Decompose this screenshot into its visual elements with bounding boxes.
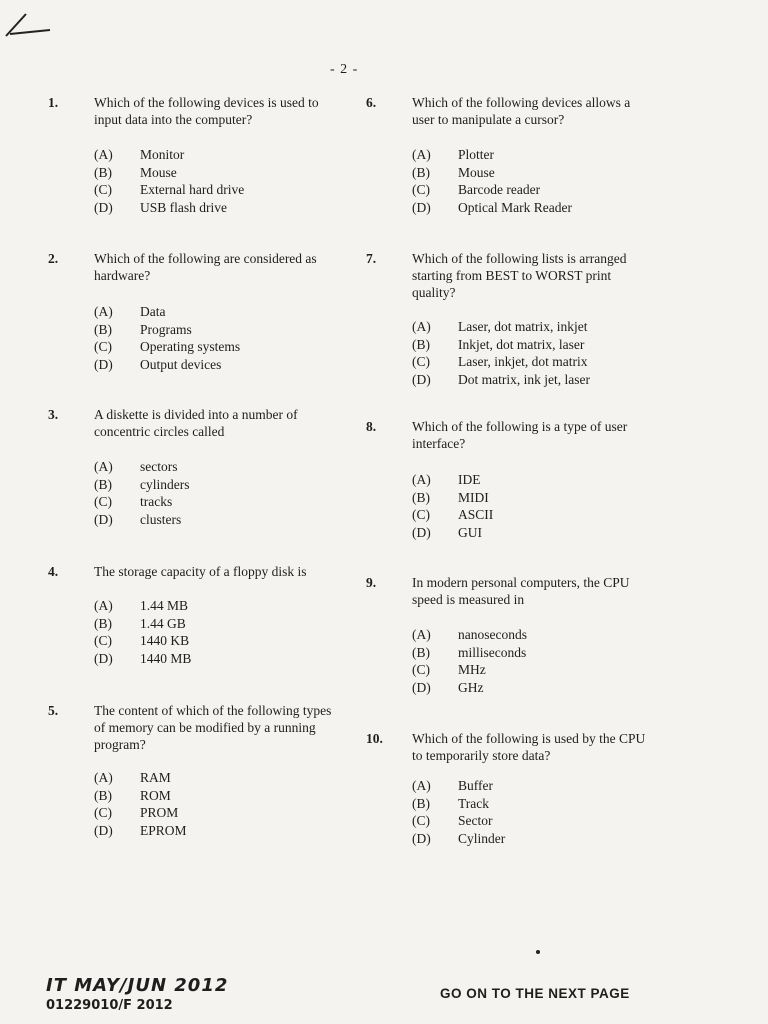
- option-letter: (A): [94, 147, 113, 162]
- question-text: [94, 94, 319, 128]
- option-letter: (D): [94, 822, 113, 838]
- answer-option: [412, 812, 493, 829]
- option-letter: (A): [412, 319, 431, 334]
- answer-option: [94, 511, 181, 528]
- option-letter: (C): [94, 494, 112, 509]
- option-letter: (C): [94, 805, 112, 820]
- answer-option: [412, 626, 527, 643]
- question-number: 2.: [48, 251, 59, 266]
- option-letter: (A): [94, 459, 113, 474]
- option-text: Track: [458, 795, 490, 811]
- answer-option: [94, 632, 189, 649]
- answer-option: [412, 181, 540, 198]
- option-text: Operating systems: [140, 339, 241, 354]
- question-text-line: hardware?: [94, 268, 151, 283]
- option-text: 1.44 GB: [140, 615, 186, 631]
- option-text: GUI: [458, 524, 482, 540]
- option-letter: (C): [412, 813, 430, 828]
- question-text-line: A diskette is divided into a number of: [94, 407, 298, 422]
- question-number: 8.: [366, 419, 377, 434]
- answer-option: [94, 650, 191, 667]
- option-letter: (C): [94, 339, 112, 354]
- question-text-line: Which of the following are considered as: [94, 251, 317, 266]
- question-text-line: Which of the following is used by the CPU: [412, 731, 646, 746]
- answer-option: [94, 769, 171, 786]
- question-text-line: to temporarily store data?: [412, 748, 551, 763]
- question-text-line: program?: [94, 737, 146, 752]
- answer-option: [94, 822, 187, 839]
- option-text: clusters: [140, 511, 182, 527]
- option-text: USB flash drive: [140, 199, 227, 215]
- option-letter: (C): [412, 354, 430, 369]
- answer-option: [412, 777, 493, 794]
- option-letter: (D): [94, 199, 113, 215]
- answer-option: [412, 524, 482, 541]
- exam-session: IT MAY/JUN 2012: [46, 975, 229, 996]
- option-text: External hard drive: [140, 182, 245, 197]
- option-letter: (D): [412, 199, 431, 215]
- option-letter: (B): [412, 336, 430, 352]
- option-text: Mouse: [140, 164, 177, 180]
- option-text: sectors: [140, 459, 178, 474]
- pen-mark-icon: [4, 8, 52, 40]
- option-text: IDE: [458, 472, 481, 487]
- answer-option: [94, 597, 188, 614]
- question-text: [412, 418, 627, 452]
- question-number: 5.: [48, 703, 59, 718]
- option-text: Barcode reader: [458, 182, 541, 197]
- question-text: [94, 250, 317, 284]
- option-letter: (C): [412, 662, 430, 677]
- option-text: Output devices: [140, 356, 222, 372]
- option-text: Mouse: [458, 164, 495, 180]
- option-letter: (D): [412, 830, 431, 846]
- option-text: Monitor: [140, 147, 185, 162]
- question-text-line: user to manipulate a cursor?: [412, 112, 565, 127]
- option-letter: (D): [94, 650, 113, 666]
- option-text: ROM: [140, 787, 171, 803]
- option-letter: (A): [412, 472, 431, 487]
- question-number: 9.: [366, 575, 377, 590]
- option-text: Laser, dot matrix, inkjet: [458, 319, 588, 334]
- question-text-line: input data into the computer?: [94, 112, 253, 127]
- answer-option: [94, 615, 186, 632]
- option-letter: (A): [412, 778, 431, 793]
- question-text-line: The storage capacity of a floppy disk is: [94, 564, 307, 579]
- page-number: - 2 -: [330, 62, 359, 77]
- option-letter: (B): [94, 615, 112, 631]
- answer-option: [94, 356, 221, 373]
- answer-option: [94, 787, 171, 804]
- speck: [536, 950, 540, 954]
- option-letter: (A): [94, 770, 113, 785]
- option-text: cylinders: [140, 476, 190, 492]
- option-text: 1440 MB: [140, 650, 192, 666]
- option-letter: (D): [412, 679, 431, 695]
- question-number: 10.: [366, 731, 383, 746]
- question-text-line: In modern personal computers, the CPU: [412, 575, 630, 590]
- answer-option: [412, 199, 572, 216]
- answer-option: [94, 146, 184, 163]
- option-text: milliseconds: [458, 644, 527, 660]
- answer-option: [94, 181, 244, 198]
- answer-option: [94, 458, 178, 475]
- question-text-line: starting from BEST to WORST print: [412, 268, 612, 283]
- question-text-line: The content of which of the following types: [94, 703, 332, 718]
- answer-option: [412, 644, 526, 661]
- answer-option: [94, 338, 240, 355]
- option-text: nanoseconds: [458, 627, 527, 642]
- question-text-line: Which of the following is a type of user: [412, 419, 628, 434]
- next-page-notice: GO ON TO THE NEXT PAGE: [440, 986, 630, 1001]
- option-text: 1.44 MB: [140, 598, 189, 613]
- option-letter: (B): [94, 787, 112, 803]
- answer-option: [412, 318, 588, 335]
- question-text: [94, 563, 307, 580]
- option-letter: (D): [412, 371, 431, 387]
- option-letter: (D): [94, 511, 113, 527]
- question-text-line: concentric circles called: [94, 424, 225, 439]
- option-letter: (B): [94, 321, 112, 337]
- option-text: Cylinder: [458, 830, 506, 846]
- question-text: [412, 574, 629, 608]
- footer-left: [46, 975, 228, 1013]
- question-text-line: Which of the following lists is arranged: [412, 251, 627, 266]
- answer-option: [412, 661, 486, 678]
- answer-option: [94, 199, 227, 216]
- option-letter: (B): [412, 489, 430, 505]
- option-letter: (B): [94, 164, 112, 180]
- question-text-line: of memory can be modified by a running: [94, 720, 316, 735]
- option-letter: (C): [412, 507, 430, 522]
- answer-option: [412, 353, 588, 370]
- answer-option: [412, 371, 590, 388]
- option-text: Plotter: [458, 147, 494, 162]
- answer-option: [412, 164, 495, 181]
- option-letter: (A): [94, 304, 113, 319]
- answer-option: [94, 303, 165, 320]
- option-letter: (B): [412, 795, 430, 811]
- answer-option: [412, 146, 494, 163]
- question-text: [94, 406, 298, 440]
- answer-option: [412, 830, 505, 847]
- option-letter: (A): [412, 147, 431, 162]
- question-text-line: Which of the following devices allows a: [412, 95, 631, 110]
- option-text: ASCII: [458, 507, 494, 522]
- option-text: tracks: [140, 494, 173, 509]
- answer-option: [412, 471, 481, 488]
- answer-option: [412, 489, 489, 506]
- option-text: Programs: [140, 321, 192, 337]
- question-number: 7.: [366, 251, 377, 266]
- answer-option: [94, 476, 190, 493]
- option-text: EPROM: [140, 822, 187, 838]
- option-text: Dot matrix, ink jet, laser: [458, 371, 590, 387]
- option-letter: (C): [412, 182, 430, 197]
- question-number: 3.: [48, 407, 59, 422]
- option-letter: (A): [412, 627, 431, 642]
- option-text: RAM: [140, 770, 171, 785]
- question-text: [412, 250, 626, 301]
- question-number: 6.: [366, 95, 377, 110]
- question-text: [94, 702, 331, 753]
- option-text: Inkjet, dot matrix, laser: [458, 336, 585, 352]
- question-number: 1.: [48, 95, 59, 110]
- question-text: [412, 730, 645, 764]
- option-text: Laser, inkjet, dot matrix: [458, 354, 588, 369]
- option-letter: (D): [94, 356, 113, 372]
- option-text: MIDI: [458, 489, 489, 505]
- answer-option: [94, 804, 178, 821]
- question-text-line: interface?: [412, 436, 466, 451]
- option-text: Optical Mark Reader: [458, 199, 572, 215]
- answer-option: [412, 506, 493, 523]
- answer-option: [412, 679, 484, 696]
- answer-option: [94, 493, 172, 510]
- answer-option: [412, 795, 489, 812]
- question-number: 4.: [48, 564, 59, 579]
- option-text: Buffer: [458, 778, 493, 793]
- question-text: [412, 94, 630, 128]
- answer-option: [94, 164, 177, 181]
- option-text: GHz: [458, 679, 484, 695]
- question-text-line: speed is measured in: [412, 592, 525, 607]
- option-letter: (B): [412, 164, 430, 180]
- option-letter: (B): [94, 476, 112, 492]
- option-text: Data: [140, 304, 166, 319]
- question-text-line: quality?: [412, 285, 456, 300]
- answer-option: [412, 336, 584, 353]
- option-letter: (A): [94, 598, 113, 613]
- option-text: MHz: [458, 662, 486, 677]
- option-text: 1440 KB: [140, 633, 190, 648]
- option-letter: (C): [94, 182, 112, 197]
- question-text-line: Which of the following devices is used to: [94, 95, 319, 110]
- option-letter: (B): [412, 644, 430, 660]
- option-letter: (D): [412, 524, 431, 540]
- option-text: PROM: [140, 805, 179, 820]
- option-letter: (C): [94, 633, 112, 648]
- paper-code: 01229010/F 2012: [46, 998, 173, 1013]
- answer-option: [94, 321, 192, 338]
- option-text: Sector: [458, 813, 493, 828]
